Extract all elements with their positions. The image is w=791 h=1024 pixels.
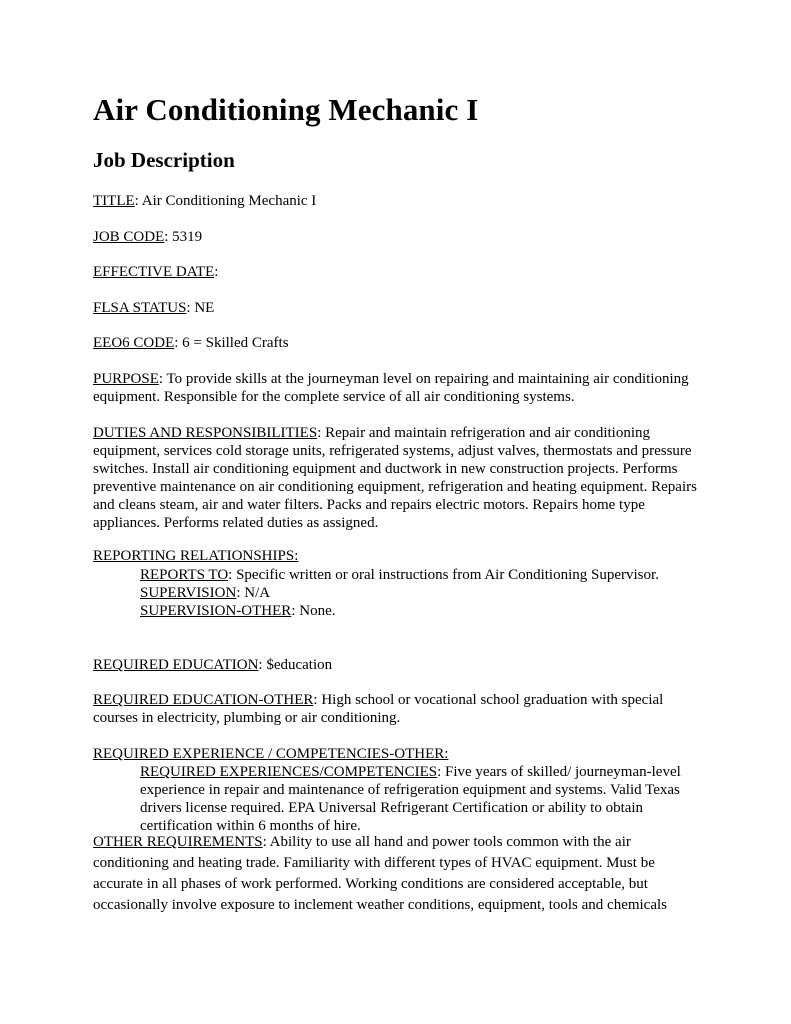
field-purpose: [93, 370, 703, 406]
field-label: REQUIRED EDUCATION: [93, 657, 259, 673]
field-required-education-other: [93, 691, 703, 727]
field-value: : Repair and maintain refrigeration and air conditioning equipment, services cold storage units, refrigerated systems, adjust valves, thermostats and pressure switches. Install air conditioning equipment and ductwork in new construction projects. Performs preventive maintenance on air conditioning equipment, refrigeration and heating equipment. Repairs and cleans steam, air and water filters. Packs and repairs electric motors. Repairs home type appliances. Performs related duties as assigned.: [93, 425, 697, 531]
field-value: :: [214, 264, 219, 280]
field-value: : High school or vocational school graduation with special courses in electricity, plumbing or air conditioning.: [93, 692, 664, 726]
field-required-experience-header: [93, 745, 703, 763]
document-title: Air Conditioning Mechanic I: [93, 92, 479, 127]
field-value: : None.: [291, 603, 336, 619]
field-value: : To provide skills at the journeyman level on repairing and maintaining air conditioning equipment. Responsible for the complete service of all air conditioning systems.: [93, 371, 689, 405]
field-value: : NE: [186, 300, 215, 316]
field-label: REQUIRED EXPERIENCES/COMPETENCIES: [140, 764, 438, 780]
section-heading: Job Description: [93, 148, 235, 172]
field-value: : Air Conditioning Mechanic I: [134, 193, 317, 209]
field-duties: [93, 424, 703, 532]
field-label: REPORTING RELATIONSHIPS:: [93, 548, 299, 564]
field-value: : Ability to use all hand and power tools common with the air conditioning and heating trade. Familiarity with different types of HVAC equipment. Must be accurate in all phases of work performed. Working conditions are considered acceptable, but occasionally involve exposure to inclement weather conditions, equipment, tools and chemicals: [93, 834, 668, 913]
field-value: : $education: [258, 657, 333, 673]
field-label: DUTIES AND RESPONSIBILITIES: [93, 425, 318, 441]
field-eeo6-code: [93, 334, 703, 352]
field-label: SUPERVISION: [140, 585, 237, 601]
field-supervision-other: [140, 602, 700, 620]
field-effective-date: [93, 263, 703, 281]
field-label: EEO6 CODE: [93, 335, 175, 351]
field-supervision: [140, 584, 700, 602]
field-label: SUPERVISION-OTHER: [140, 603, 292, 619]
field-label: OTHER REQUIREMENTS: [93, 834, 263, 850]
field-value: : Specific written or oral instructions from Air Conditioning Supervisor.: [228, 567, 659, 583]
field-value: : N/A: [236, 585, 271, 601]
field-title: [93, 192, 703, 210]
field-label: FLSA STATUS: [93, 300, 187, 316]
field-reporting-relationships: [93, 547, 703, 565]
field-label: TITLE: [93, 193, 135, 209]
field-job-code: [93, 228, 703, 246]
field-value: : Five years of skilled/ journeyman-level experience in repair and maintenance of refrigeration equipment and systems. Valid Texas drivers license required. EPA Universal Refrigerant Certification or ability to obtain certification within 6 months of hire.: [140, 764, 681, 834]
field-required-experiences: [140, 763, 700, 835]
field-reports-to: [140, 566, 700, 584]
field-value: : 5319: [164, 229, 203, 245]
field-label: REQUIRED EXPERIENCE / COMPETENCIES-OTHER:: [93, 746, 449, 762]
field-label: PURPOSE: [93, 371, 159, 387]
field-flsa-status: [93, 299, 703, 317]
field-label: REQUIRED EDUCATION-OTHER: [93, 692, 314, 708]
field-label: JOB CODE: [93, 229, 165, 245]
field-label: EFFECTIVE DATE: [93, 264, 215, 280]
field-value: : 6 = Skilled Crafts: [174, 335, 289, 351]
field-other-requirements: [93, 832, 703, 916]
field-required-education: [93, 656, 703, 674]
field-label: REPORTS TO: [140, 567, 229, 583]
